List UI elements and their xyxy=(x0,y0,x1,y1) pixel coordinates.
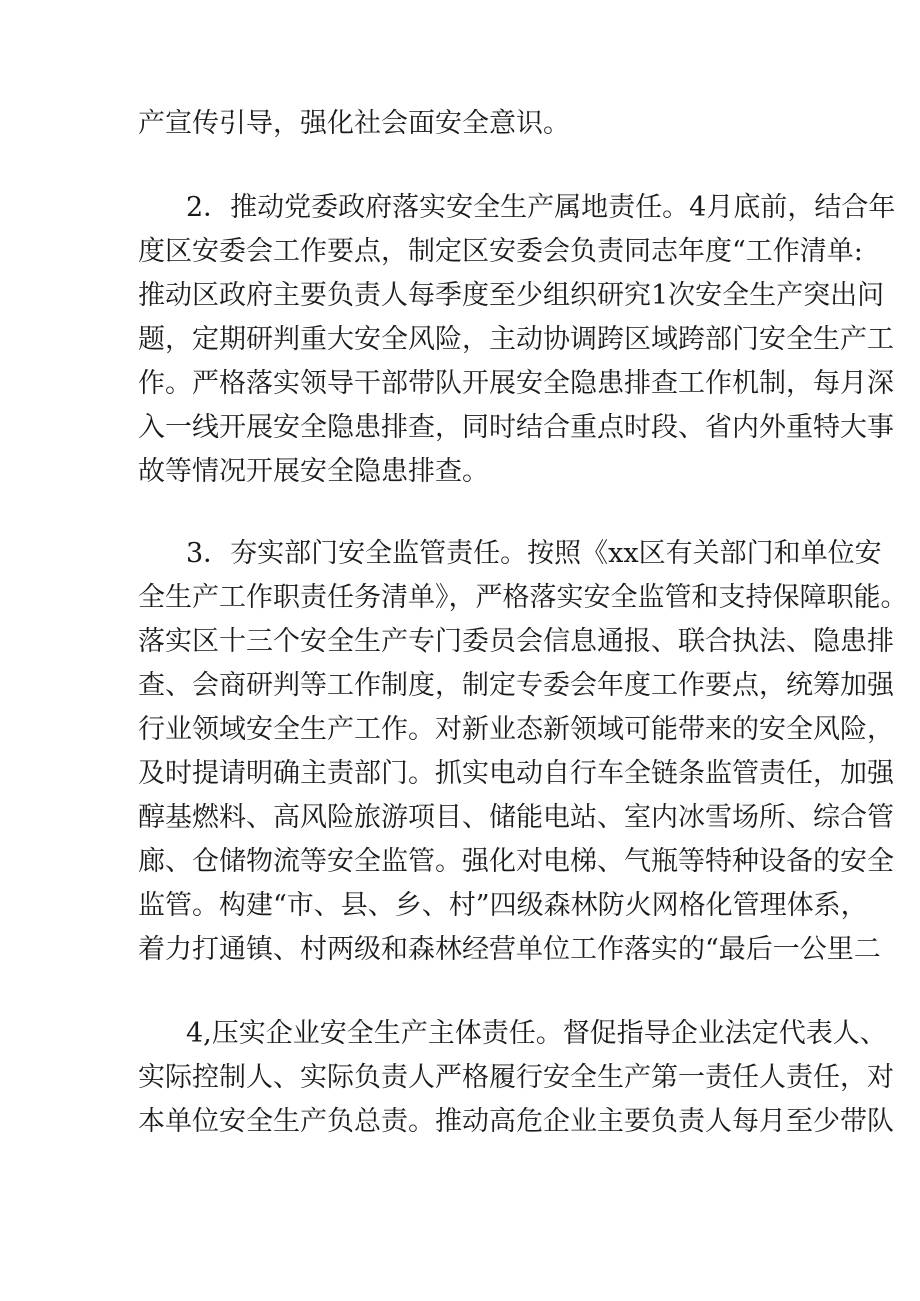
paragraph-3-line-5: 行业领域安全生产工作。对新业态新领域可能带来的安全风险， xyxy=(138,714,894,745)
paragraph-2-line-7: 故等情况开展安全隐患排查。 xyxy=(138,456,489,487)
paragraph-3-line-4: 查、会商研判等工作制度，制定专委会年度工作要点，统筹加强 xyxy=(138,670,894,701)
paragraph-2-line-2: 度区安委会工作要点，制定区安委会负责同志年度“工作清单: xyxy=(138,236,863,267)
paragraph-4-line-3: 本单位安全生产负总责。推动高危企业主要负责人每月至少带队 xyxy=(138,1106,894,1137)
paragraph-3-line-7: 醇基燃料、高风险旅游项目、储能电站、室内冰雪场所、综合管 xyxy=(138,802,894,833)
paragraph-3-line-9: 监管。构建“市、县、乡、村”四级森林防火网格化管理体系， xyxy=(138,890,868,921)
paragraph-3-line-10: 着力打通镇、村两级和森林经营单位工作落实的“最后一公里二 xyxy=(138,934,881,965)
paragraph-4-line-2: 实际控制人、实际负责人严格履行安全生产第一责任人责任，对 xyxy=(138,1062,894,1093)
paragraph-3-line-8: 廊、仓储物流等安全监管。强化对电梯、气瓶等特种设备的安全 xyxy=(138,846,894,877)
paragraph-2-line-1: 2．推动党委政府落实安全生产属地责任。4月底前，结合年 xyxy=(186,192,896,223)
paragraph-3-line-2: 全生产工作职责任务清单》，严格落实安全监管和支持保障职能。 xyxy=(138,582,908,613)
paragraph-1-line-1: 产宣传引导，强化社会面安全意识。 xyxy=(138,108,570,139)
paragraph-2-line-3: 推动区政府主要负责人每季度至少组织研究1次安全生产突出问 xyxy=(138,280,885,311)
paragraph-4-line-1: 4,压实企业安全生产主体责任。督促指导企业法定代表人、 xyxy=(186,1018,887,1049)
paragraph-2-line-5: 作。严格落实领导干部带队开展安全隐患排查工作机制，每月深 xyxy=(138,368,894,399)
paragraph-3-line-3: 落实区十三个安全生产专门委员会信息通报、联合执法、隐患排 xyxy=(138,626,894,657)
paragraph-2-line-4: 题，定期研判重大安全风险，主动协调跨区域跨部门安全生产工 xyxy=(138,324,894,355)
paragraph-3-line-1: 3．夯实部门安全监管责任。按照《xx区有关部门和单位安 xyxy=(186,538,882,569)
paragraph-3-line-6: 及时提请明确主责部门。抓实电动自行车全链条监管责任，加强 xyxy=(138,758,894,789)
paragraph-2-line-6: 入一线开展安全隐患排查，同时结合重点时段、省内外重特大事 xyxy=(138,412,894,443)
